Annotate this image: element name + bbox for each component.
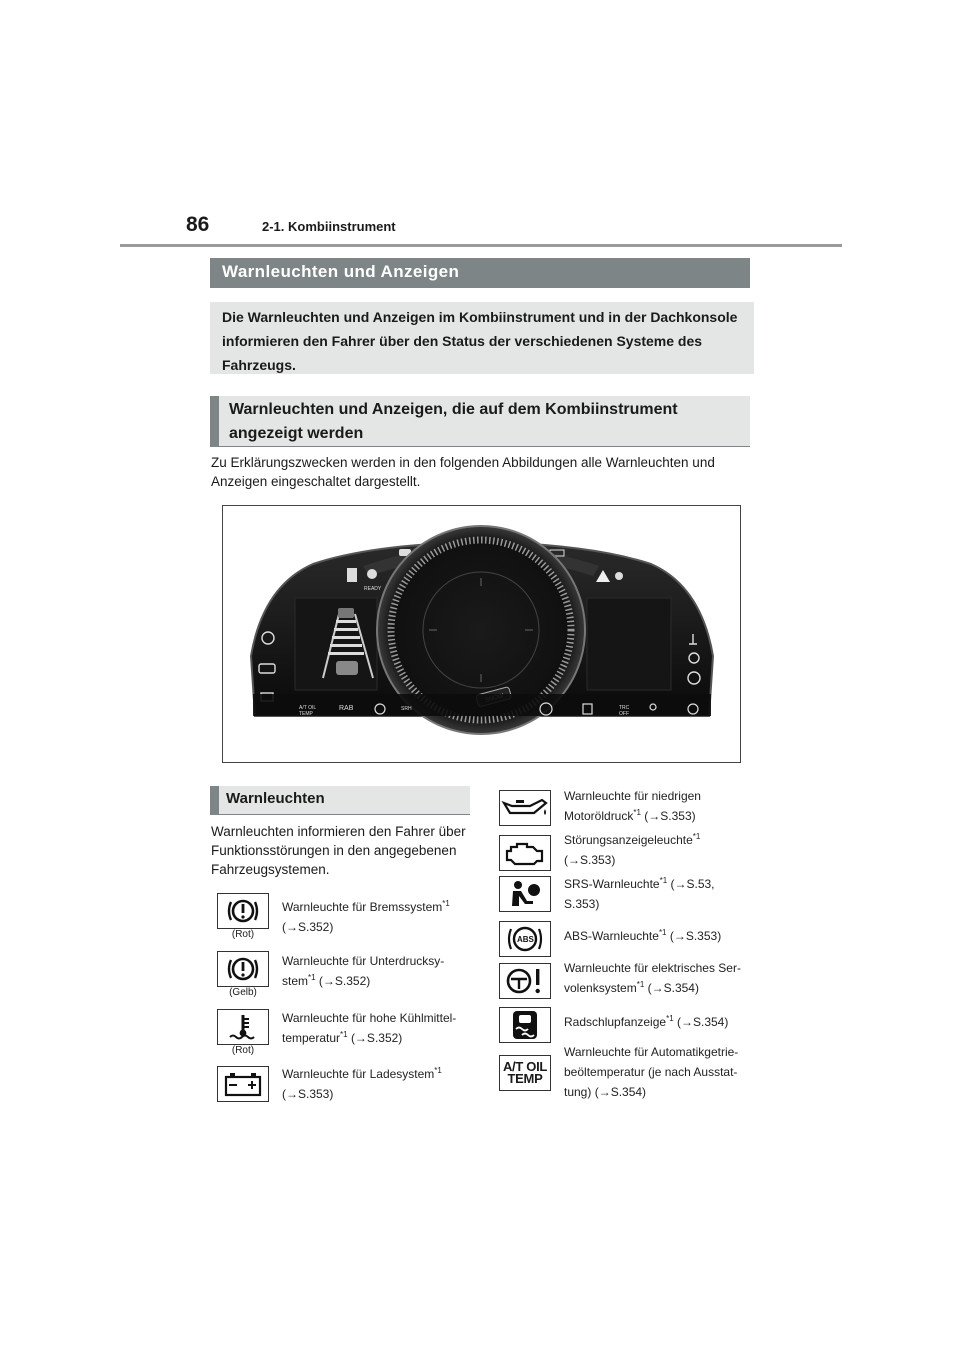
cluster-ready-label: READY bbox=[364, 586, 382, 592]
warning-entry bbox=[217, 893, 269, 940]
oil-pressure-icon bbox=[499, 790, 551, 826]
subsection-rule bbox=[210, 446, 750, 447]
abs-icon bbox=[499, 921, 551, 957]
warning-text: Warnleuchte für Unterdrucksy-stem$^{*1}$ (→S.352) bbox=[282, 954, 445, 988]
subsection-title: Warnleuchten und Anzeigen, die auf dem Kombiinstrument angezeigt werden bbox=[210, 396, 750, 446]
page-number: 86 bbox=[186, 213, 210, 236]
color-sublabel: (Gelb) bbox=[229, 987, 257, 998]
cluster-atoil-label: A/T OIL bbox=[299, 705, 317, 711]
at-oil-temp-icon: A/T OIL TEMP bbox=[499, 1055, 551, 1091]
coolant-temp-icon bbox=[217, 1009, 269, 1045]
warning-text: Warnleuchte für Bremssystem$^{*1}$ (→S.352) bbox=[282, 899, 450, 934]
brake-warning-icon bbox=[217, 951, 269, 987]
warning-text: Warnleuchte für Automatikgetrie-beöltemperatur (je nach Ausstat-tung) (→S.354) bbox=[564, 1045, 739, 1099]
warning-text: Warnleuchte für niedrigen Motoröldruck$^{*1}$ (→S.353) bbox=[564, 789, 701, 823]
section-title: Warnleuchten und Anzeigen bbox=[210, 258, 750, 288]
warning-text: Warnleuchte für hohe Kühlmittel-temperatur$^{*1}$ (→S.352) bbox=[282, 1011, 457, 1045]
cluster-figure bbox=[222, 505, 741, 763]
warnings-title: Warnleuchten bbox=[210, 786, 470, 814]
warnings-description: Warnleuchten informieren den Fahrer über Funktionsstörungen in den angegebenen Fahrzeugsystemen. bbox=[211, 824, 466, 877]
color-sublabel: (Rot) bbox=[231, 929, 255, 940]
airbag-srs-icon bbox=[499, 876, 551, 912]
cluster-srh-label: SRH bbox=[401, 706, 412, 712]
warning-entry bbox=[217, 1009, 269, 1056]
brake-warning-icon bbox=[217, 893, 269, 929]
warning-entry bbox=[217, 1066, 269, 1102]
section-intro: Die Warnleuchten und Anzeigen im Kombiinstrument und in der Dachkonsole informieren den Fahrer über den Status der verschiedenen Systeme des Fahrzeugs. bbox=[210, 302, 754, 374]
power-steering-icon bbox=[499, 963, 551, 999]
cluster-temp-label: TEMP bbox=[299, 711, 313, 717]
skid-indicator-icon bbox=[499, 1007, 551, 1043]
warnings-rule bbox=[210, 814, 470, 815]
cluster-trc-label: TRC bbox=[619, 705, 630, 711]
instrument-cluster-illustration bbox=[223, 506, 740, 762]
color-sublabel: (Rot) bbox=[231, 1045, 255, 1056]
warning-text: Warnleuchte für elektrisches Ser-volenksystem$^{*1}$ (→S.354) bbox=[564, 961, 741, 995]
chapter-title: 2-1. Kombiinstrument bbox=[262, 219, 396, 234]
warning-text: Warnleuchte für Ladesystem$^{*1}$ (→S.353) bbox=[282, 1066, 442, 1101]
warning-text: Radschlupfanzeige$^{*1}$ (→S.354) bbox=[564, 1014, 729, 1029]
warning-text: Störungsanzeigeleuchte$^{*1}$ (→S.353) bbox=[564, 832, 701, 867]
cluster-off-label: OFF bbox=[619, 711, 629, 717]
warning-text: ABS-Warnleuchte$^{*1}$ (→S.353) bbox=[564, 928, 722, 943]
header-rule bbox=[120, 244, 842, 247]
svg-text:ABS: ABS bbox=[517, 935, 534, 944]
engine-check-icon bbox=[499, 835, 551, 871]
battery-icon bbox=[217, 1066, 269, 1102]
subsection-body: Zu Erklärungszwecken werden in den folgenden Abbildungen alle Warnleuchten und Anzeigen eingeschaltet dargestellt. bbox=[211, 455, 715, 489]
warning-text: SRS-Warnleuchte$^{*1}$ (→S.53, S.353) bbox=[564, 876, 715, 911]
warning-entry bbox=[217, 951, 269, 998]
cluster-rab-label: RAB bbox=[339, 705, 354, 712]
